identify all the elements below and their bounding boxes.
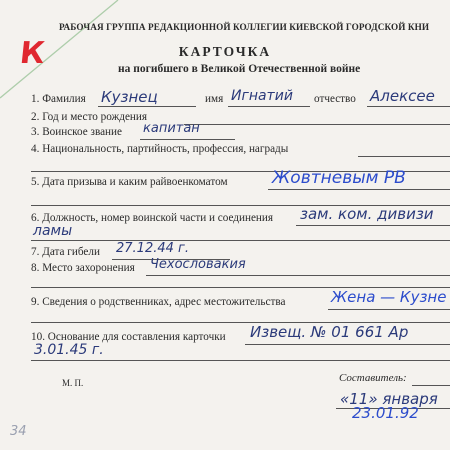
- stamp-date: 23.01.92: [352, 404, 419, 422]
- position-label: 6. Должность, номер воинской части и соединения: [31, 212, 274, 224]
- rank-label: 3. Воинское звание: [31, 126, 123, 138]
- basis-line: [245, 344, 450, 345]
- patronymic-line: [367, 106, 450, 107]
- conscription-label: 5. Дата призыва и каким райвоенкоматом: [31, 176, 228, 188]
- pencil-number: 34: [10, 424, 27, 439]
- patronymic-label: отчество: [314, 93, 356, 105]
- card-header: РАБОЧАЯ ГРУППА РЕДАКЦИОННОЙ КОЛЛЕГИИ КИЕВСКОЙ ГОРОДСКОЙ КНИ: [59, 22, 430, 32]
- relatives-label: 9. Сведения о родственниках, адрес местожительства: [31, 296, 286, 308]
- conscription-value: Жовтневым РВ: [272, 168, 406, 188]
- position-line-2: [31, 240, 450, 241]
- rank-value: капитан: [143, 121, 200, 136]
- position-value: зам. ком. дивизи: [300, 205, 434, 223]
- basis-value: Извещ. № 01 661 Ар: [250, 323, 409, 341]
- burial-line: [146, 275, 450, 276]
- rank-line: [140, 139, 235, 140]
- stamp-place-label: М. П.: [62, 378, 84, 388]
- card-title: КАРТОЧКА: [178, 44, 272, 59]
- surname-label: 1. Фамилия: [31, 93, 86, 105]
- death-date-value: 27.12.44 г.: [116, 241, 189, 256]
- burial-label: 8. Место захоронения: [31, 262, 135, 274]
- corner-mark: К: [18, 36, 47, 71]
- conscription-line: [268, 189, 450, 190]
- relatives-value: Жена — Кузне: [331, 288, 447, 306]
- card-subtitle: на погибшего в Великой Отечественной войне: [118, 63, 361, 75]
- compiled-date-value: «11» января: [340, 390, 438, 408]
- compiler-label: Составитель:: [339, 372, 407, 384]
- birth-label: 2. Год и место рождения: [31, 111, 148, 123]
- basis-label: 10. Основание для составления карточки: [31, 331, 226, 343]
- name-value: Игнатий: [231, 88, 293, 104]
- surname-line: [98, 106, 196, 107]
- birth-line: [184, 124, 450, 125]
- relatives-line: [328, 309, 450, 310]
- nationality-line: [358, 156, 450, 157]
- burial-value: Чехословакия: [150, 257, 246, 272]
- basis-line-2: [31, 360, 450, 361]
- death-date-label: 7. Дата гибели: [31, 246, 100, 258]
- nationality-label: 4. Национальность, партийность, профессия, награды: [31, 143, 289, 155]
- position-value-2: ламы: [33, 223, 73, 239]
- patronymic-value: Алексее: [370, 87, 435, 105]
- position-line: [296, 225, 450, 226]
- name-label: имя: [205, 93, 224, 105]
- compiler-line: [412, 385, 450, 386]
- surname-value: Кузнец: [101, 88, 158, 106]
- basis-value-2: 3.01.45 г.: [34, 342, 104, 358]
- name-line: [228, 106, 310, 107]
